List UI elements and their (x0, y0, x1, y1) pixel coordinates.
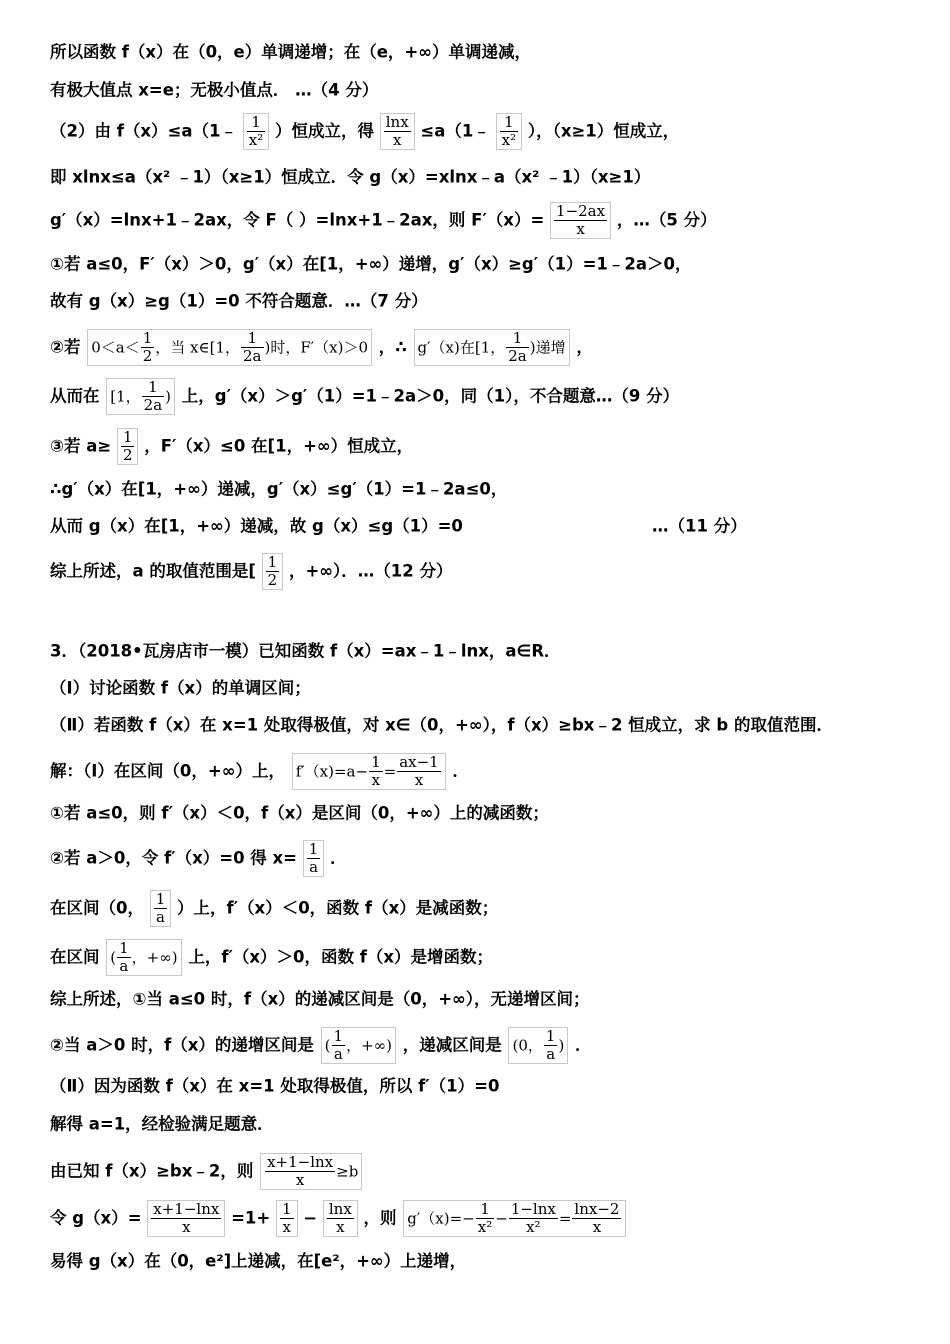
fraction: $\frac{1}{\text{x²}}$ (248, 113, 264, 149)
fraction: $\frac{1-2ax}{x}$ (556, 202, 606, 238)
text-segment: （Ⅱ）因为函数 f（x）在 x=1 处取得极值，所以 f′（1）=0 (50, 1076, 500, 1096)
text-segment: ． (330, 848, 347, 868)
math-image: g′（x)在[1， $\frac{1}{2a}$ )递增 (414, 329, 570, 366)
fraction: $\frac{x+1-\ln x}{x}$ (267, 1153, 334, 1189)
text-segment: 易得 g（x）在（0，e²]上递减，在[e²，+∞）上递增， (50, 1251, 467, 1271)
text-line (50, 1112, 274, 1137)
fraction: $\frac{x+1-\ln x}{x}$ (153, 1200, 220, 1236)
fraction: $\frac{ax-1}{x}$ (399, 753, 439, 789)
fraction: $\frac{1-\ln x}{\text{x²}}$ (510, 1200, 556, 1236)
fraction: $\frac{1}{2a}$ (508, 329, 527, 365)
fraction: $\frac{1}{2}$ (267, 553, 278, 589)
text-segment: 综上所述，①当 a≤0 时，f（x）的递减区间是（0，+∞），无递增区间； (50, 989, 590, 1009)
text-line (50, 1153, 363, 1190)
text-segment: （Ⅰ）讨论函数 f（x）的单调区间； (50, 678, 311, 698)
text-segment: ，递减区间是 (402, 1035, 502, 1055)
text-line (50, 329, 593, 366)
text-segment: 从而 g（x）在[1，+∞）递减，故 g（x）≤g（1）=0 (50, 516, 463, 536)
fraction: $\frac{1}{a}$ (308, 840, 319, 876)
text-line (50, 289, 428, 314)
text-line (50, 1249, 466, 1274)
text-line (50, 378, 679, 415)
text-line (50, 1027, 592, 1064)
text-segment: 解：（Ⅰ）在区间（0，+∞）上， (50, 761, 285, 781)
fraction: $\frac{1}{2a}$ (243, 329, 262, 365)
text-segment: ，∴ (378, 337, 407, 357)
text-line (50, 477, 507, 502)
fraction: $\frac{1}{2}$ (122, 428, 133, 464)
fraction: $\frac{\ln x}{x}$ (328, 1200, 352, 1236)
fraction: $\frac{1}{\text{x²}}$ (477, 1200, 493, 1236)
text-segment: （Ⅱ）若函数 f（x）在 x=1 处取得极值，对 x∈（0，+∞），f（x）≥bx﹣2 恒成立，求 b 的取值范围． (50, 715, 833, 735)
math-image: g′（x)=− $\frac{1}{\text{x²}}$ − $\frac{1-\ln x}{\text{x²}}$ = $\frac{\ln x-2}{x}$ (403, 1200, 626, 1237)
text-segment: 在区间 (50, 947, 100, 967)
text-line (50, 939, 493, 976)
math-image (243, 113, 269, 150)
fraction: $\frac{1}{a}$ (119, 939, 129, 975)
text-line (50, 753, 469, 790)
text-line (50, 514, 463, 539)
math-image (380, 113, 415, 150)
text-segment: 所以函数 f（x）在（0，e）单调递增；在（e，+∞）单调递减， (50, 42, 531, 62)
score-note (652, 514, 747, 539)
math-image: ( $\frac{1}{a}$ ，+∞) (106, 939, 181, 976)
math-image (117, 428, 139, 465)
text-segment: ），（x≥1）恒成立， (527, 121, 680, 141)
text-line (50, 252, 691, 277)
text-segment: 在区间（0， (50, 898, 144, 918)
math-image (147, 1200, 225, 1237)
math-image (550, 202, 611, 239)
math-image (303, 840, 325, 877)
math-image: [1， $\frac{1}{2a}$ ) (106, 378, 175, 415)
math-image (276, 1200, 298, 1237)
text-segment: 由已知 f（x）≥bx﹣2，则 (50, 1161, 254, 1181)
text-line (50, 428, 413, 465)
text-line (50, 553, 453, 590)
text-segment: ②若 (50, 337, 81, 357)
text-segment: ②当 a＞0 时，f（x）的递增区间是 (50, 1035, 314, 1055)
text-segment: 故有 g（x）≥g（1）=0 不符合题意．…（7 分） (50, 291, 428, 311)
text-segment: ． (452, 761, 469, 781)
math-image: ( $\frac{1}{a}$ ，+∞) (321, 1027, 396, 1064)
text-line (50, 78, 378, 103)
math-image: (0， $\frac{1}{a}$ ) (508, 1027, 568, 1064)
text-segment: 有极大值点 x=e；无极小值点． …（4 分） (50, 80, 379, 100)
text-segment: 上，f′（x）＞0，函数 f（x）是增函数； (188, 947, 494, 967)
fraction: $\frac{1}{a}$ (155, 890, 166, 926)
text-segment: ，F′（x）≤0 在[1，+∞）恒成立， (144, 436, 414, 456)
text-segment: ，则 (363, 1208, 397, 1228)
text-segment: ， (576, 337, 593, 357)
text-line (50, 987, 590, 1012)
text-line (50, 113, 679, 150)
text-line (50, 202, 717, 239)
text-segment: g′（x）=lnx+1﹣2ax，令 F（ ）=lnx+1﹣2ax，则 F′（x）= (50, 210, 545, 230)
fraction: $\frac{1}{\text{x²}}$ (501, 113, 517, 149)
text-segment: ，…（5 分） (616, 210, 717, 230)
math-image: $\frac{x+1-\ln x}{x}$ ≥b (260, 1153, 362, 1190)
text-line (50, 801, 549, 826)
math-image (150, 890, 172, 927)
fraction: $\frac{1}{x}$ (371, 753, 381, 789)
text-line (50, 676, 311, 701)
text-segment: − (303, 1208, 318, 1228)
text-segment: （2）由 f（x）≤a（1﹣ (50, 121, 237, 141)
text-line (50, 1200, 627, 1237)
text-segment: ≤a（1﹣ (420, 121, 490, 141)
text-segment: ①若 a≤0，则 f′（x）＜0，f（x）是区间（0，+∞）上的减函数； (50, 803, 549, 823)
text-segment: ，+∞）．…（12 分） (288, 561, 453, 581)
text-segment: ∴g′（x）在[1，+∞）递减，g′（x）≤g′（1）=1﹣2a≤0， (50, 479, 508, 499)
text-segment: ①若 a≤0，F′（x）＞0，g′（x）在[1，+∞）递增，g′（x）≥g′（1）=1﹣2a＞0， (50, 254, 692, 274)
text-segment: 从而在 (50, 386, 100, 406)
text-segment: 综上所述，a 的取值范围是[ (50, 561, 256, 581)
text-segment: ③若 a≥ (50, 436, 112, 456)
text-segment: 即 xlnx≤a（x² ﹣1）（x≥1）恒成立．令 g（x）=xlnx﹣a（x² ﹣1）（x≥1） (50, 167, 651, 187)
math-image (262, 553, 284, 590)
fraction: $\frac{1}{a}$ (545, 1027, 556, 1063)
fraction: $\frac{1}{x}$ (281, 1200, 292, 1236)
math-image: f′（x)=a− $\frac{1}{x}$ = $\frac{ax-1}{x}$ (292, 753, 446, 790)
text-segment: 3．（2018•瓦房店市一模）已知函数 f（x）=ax﹣1﹣lnx，a∈R． (50, 641, 561, 661)
fraction: $\frac{1}{2a}$ (143, 378, 163, 414)
text-line (50, 890, 498, 927)
text-line (50, 40, 531, 65)
question-heading (50, 639, 561, 664)
text-segment: ）恒成立，得 (274, 121, 374, 141)
text-line (50, 840, 347, 877)
text-segment: ． (575, 1035, 592, 1055)
fraction: $\frac{\ln x}{x}$ (385, 113, 409, 149)
text-segment: 上，g′（x）＞g′（1）=1﹣2a＞0，同（1），不合题意…（9 分） (181, 386, 680, 406)
text-segment: ）上，f′（x）＜0，函数 f（x）是减函数； (177, 898, 499, 918)
text-segment: ②若 a＞0，令 f′（x）=0 得 x= (50, 848, 298, 868)
text-segment: 令 g（x）= (50, 1208, 142, 1228)
text-segment: 解得 a=1，经检验满足题意． (50, 1114, 274, 1134)
math-image (496, 113, 522, 150)
fraction: $\frac{\ln x-2}{x}$ (574, 1200, 620, 1236)
text-line (50, 1074, 499, 1099)
text-line (50, 713, 833, 738)
fraction: $\frac{1}{2}$ (142, 329, 153, 365)
text-segment: =1+ (231, 1208, 271, 1228)
text-segment: …（11 分） (652, 516, 747, 536)
text-line (50, 165, 650, 190)
math-image: 0＜a＜ $\frac{1}{2}$ ，当 x∈[1， $\frac{1}{2a}$ )时，F′（x)＞0 (87, 329, 372, 366)
math-image (323, 1200, 358, 1237)
fraction: $\frac{1}{a}$ (333, 1027, 344, 1063)
